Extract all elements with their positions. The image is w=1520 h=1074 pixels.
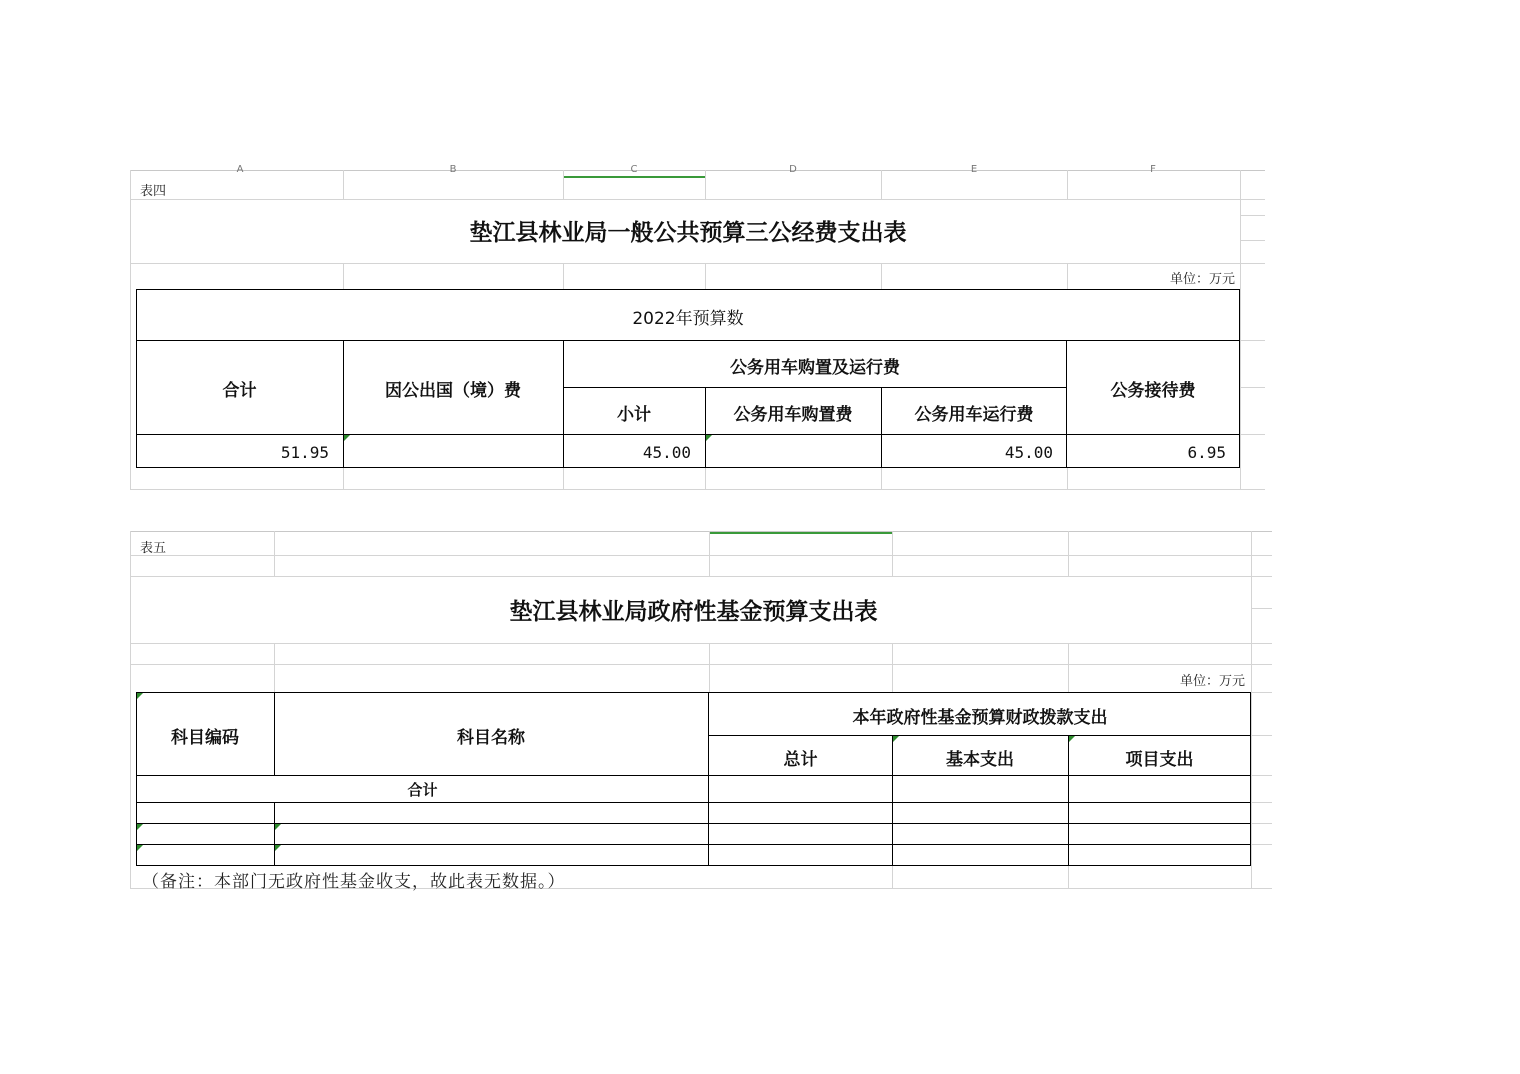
header-vehicle-purchase[interactable]: 公务用车购置费 <box>733 405 853 425</box>
sheet-label[interactable]: 表四 <box>140 184 167 199</box>
header-code[interactable]: 科目编码 <box>171 728 239 748</box>
budget-year-header[interactable]: 2022年预算数 <box>632 309 744 329</box>
border <box>136 844 1251 845</box>
border <box>274 802 275 866</box>
border <box>136 802 1251 803</box>
header-total[interactable]: 合计 <box>222 381 257 401</box>
selected-column-indicator <box>709 532 892 534</box>
grid-v <box>892 531 893 576</box>
header-fund-group[interactable]: 本年政府性基金预算财政拨款支出 <box>852 708 1108 728</box>
error-indicator-icon <box>137 824 143 830</box>
grid-h <box>1251 844 1272 845</box>
grid-h <box>1251 692 1272 693</box>
error-indicator-icon <box>137 693 143 699</box>
cell-vehicle-operation[interactable]: 45.00 <box>1004 443 1053 462</box>
grid-v <box>1068 865 1069 889</box>
cell-subtotal[interactable]: 45.00 <box>642 443 691 462</box>
grid-h <box>130 664 1272 665</box>
grid-h <box>130 555 1272 556</box>
border <box>136 865 1251 866</box>
sheet-label[interactable]: 表五 <box>140 541 167 556</box>
header-vehicle-operation[interactable]: 公务用车运行费 <box>914 405 1034 425</box>
error-indicator-icon <box>893 736 899 742</box>
grid-h <box>1251 775 1272 776</box>
col-letter-d[interactable]: D <box>789 164 797 175</box>
footnote[interactable]: （备注：本部门无政府性基金收支，故此表无数据。） <box>142 872 566 892</box>
col-letter-c[interactable]: C <box>630 164 638 175</box>
grid-v <box>274 643 275 692</box>
grid-h <box>130 643 1272 644</box>
grid-v <box>1251 531 1252 889</box>
header-abroad[interactable]: 因公出国（境）费 <box>385 381 521 401</box>
unit-label[interactable]: 单位：万元 <box>1169 272 1235 287</box>
header-basic[interactable]: 基本支出 <box>946 750 1014 770</box>
col-letter-b[interactable]: B <box>449 164 457 175</box>
table-title[interactable]: 垫江县林业局一般公共预算三公经费支出表 <box>469 219 907 246</box>
total-row-label[interactable]: 合计 <box>407 781 438 799</box>
grid-v <box>709 531 710 576</box>
grid-v <box>892 865 893 889</box>
grid-v <box>892 643 893 692</box>
header-reception[interactable]: 公务接待费 <box>1110 381 1196 401</box>
header-vehicle-group[interactable]: 公务用车购置及运行费 <box>730 358 900 378</box>
grid-h <box>1251 802 1272 803</box>
grid-h <box>1251 735 1272 736</box>
header-subtotal[interactable]: 小计 <box>617 405 651 425</box>
col-letter-f[interactable]: F <box>1150 164 1156 175</box>
grid-h <box>1251 823 1272 824</box>
header-project[interactable]: 项目支出 <box>1125 750 1194 770</box>
table-title[interactable]: 垫江县林业局政府性基金预算支出表 <box>509 598 878 625</box>
grid-v <box>709 643 710 692</box>
error-indicator-icon <box>275 845 281 851</box>
colhead-border <box>130 531 1272 532</box>
header-name[interactable]: 科目名称 <box>457 728 525 748</box>
border <box>136 775 1251 776</box>
grid-v <box>1068 643 1069 692</box>
col-letter-a[interactable]: A <box>236 164 244 175</box>
border <box>136 692 1251 693</box>
grid-left-edge <box>130 531 131 889</box>
header-grand-total[interactable]: 总计 <box>783 750 818 770</box>
unit-label[interactable]: 单位：万元 <box>1179 674 1245 689</box>
border <box>709 735 1251 736</box>
error-indicator-icon <box>1069 736 1075 742</box>
border <box>136 823 1251 824</box>
error-indicator-icon <box>275 824 281 830</box>
grid-h <box>130 576 1272 577</box>
grid-v <box>274 531 275 576</box>
cell-total[interactable]: 51.95 <box>280 443 329 462</box>
grid-h <box>1251 608 1272 609</box>
grid-v <box>1068 531 1069 576</box>
error-indicator-icon <box>137 845 143 851</box>
col-letter-e[interactable]: E <box>970 164 978 175</box>
cell-reception[interactable]: 6.95 <box>1187 443 1226 462</box>
